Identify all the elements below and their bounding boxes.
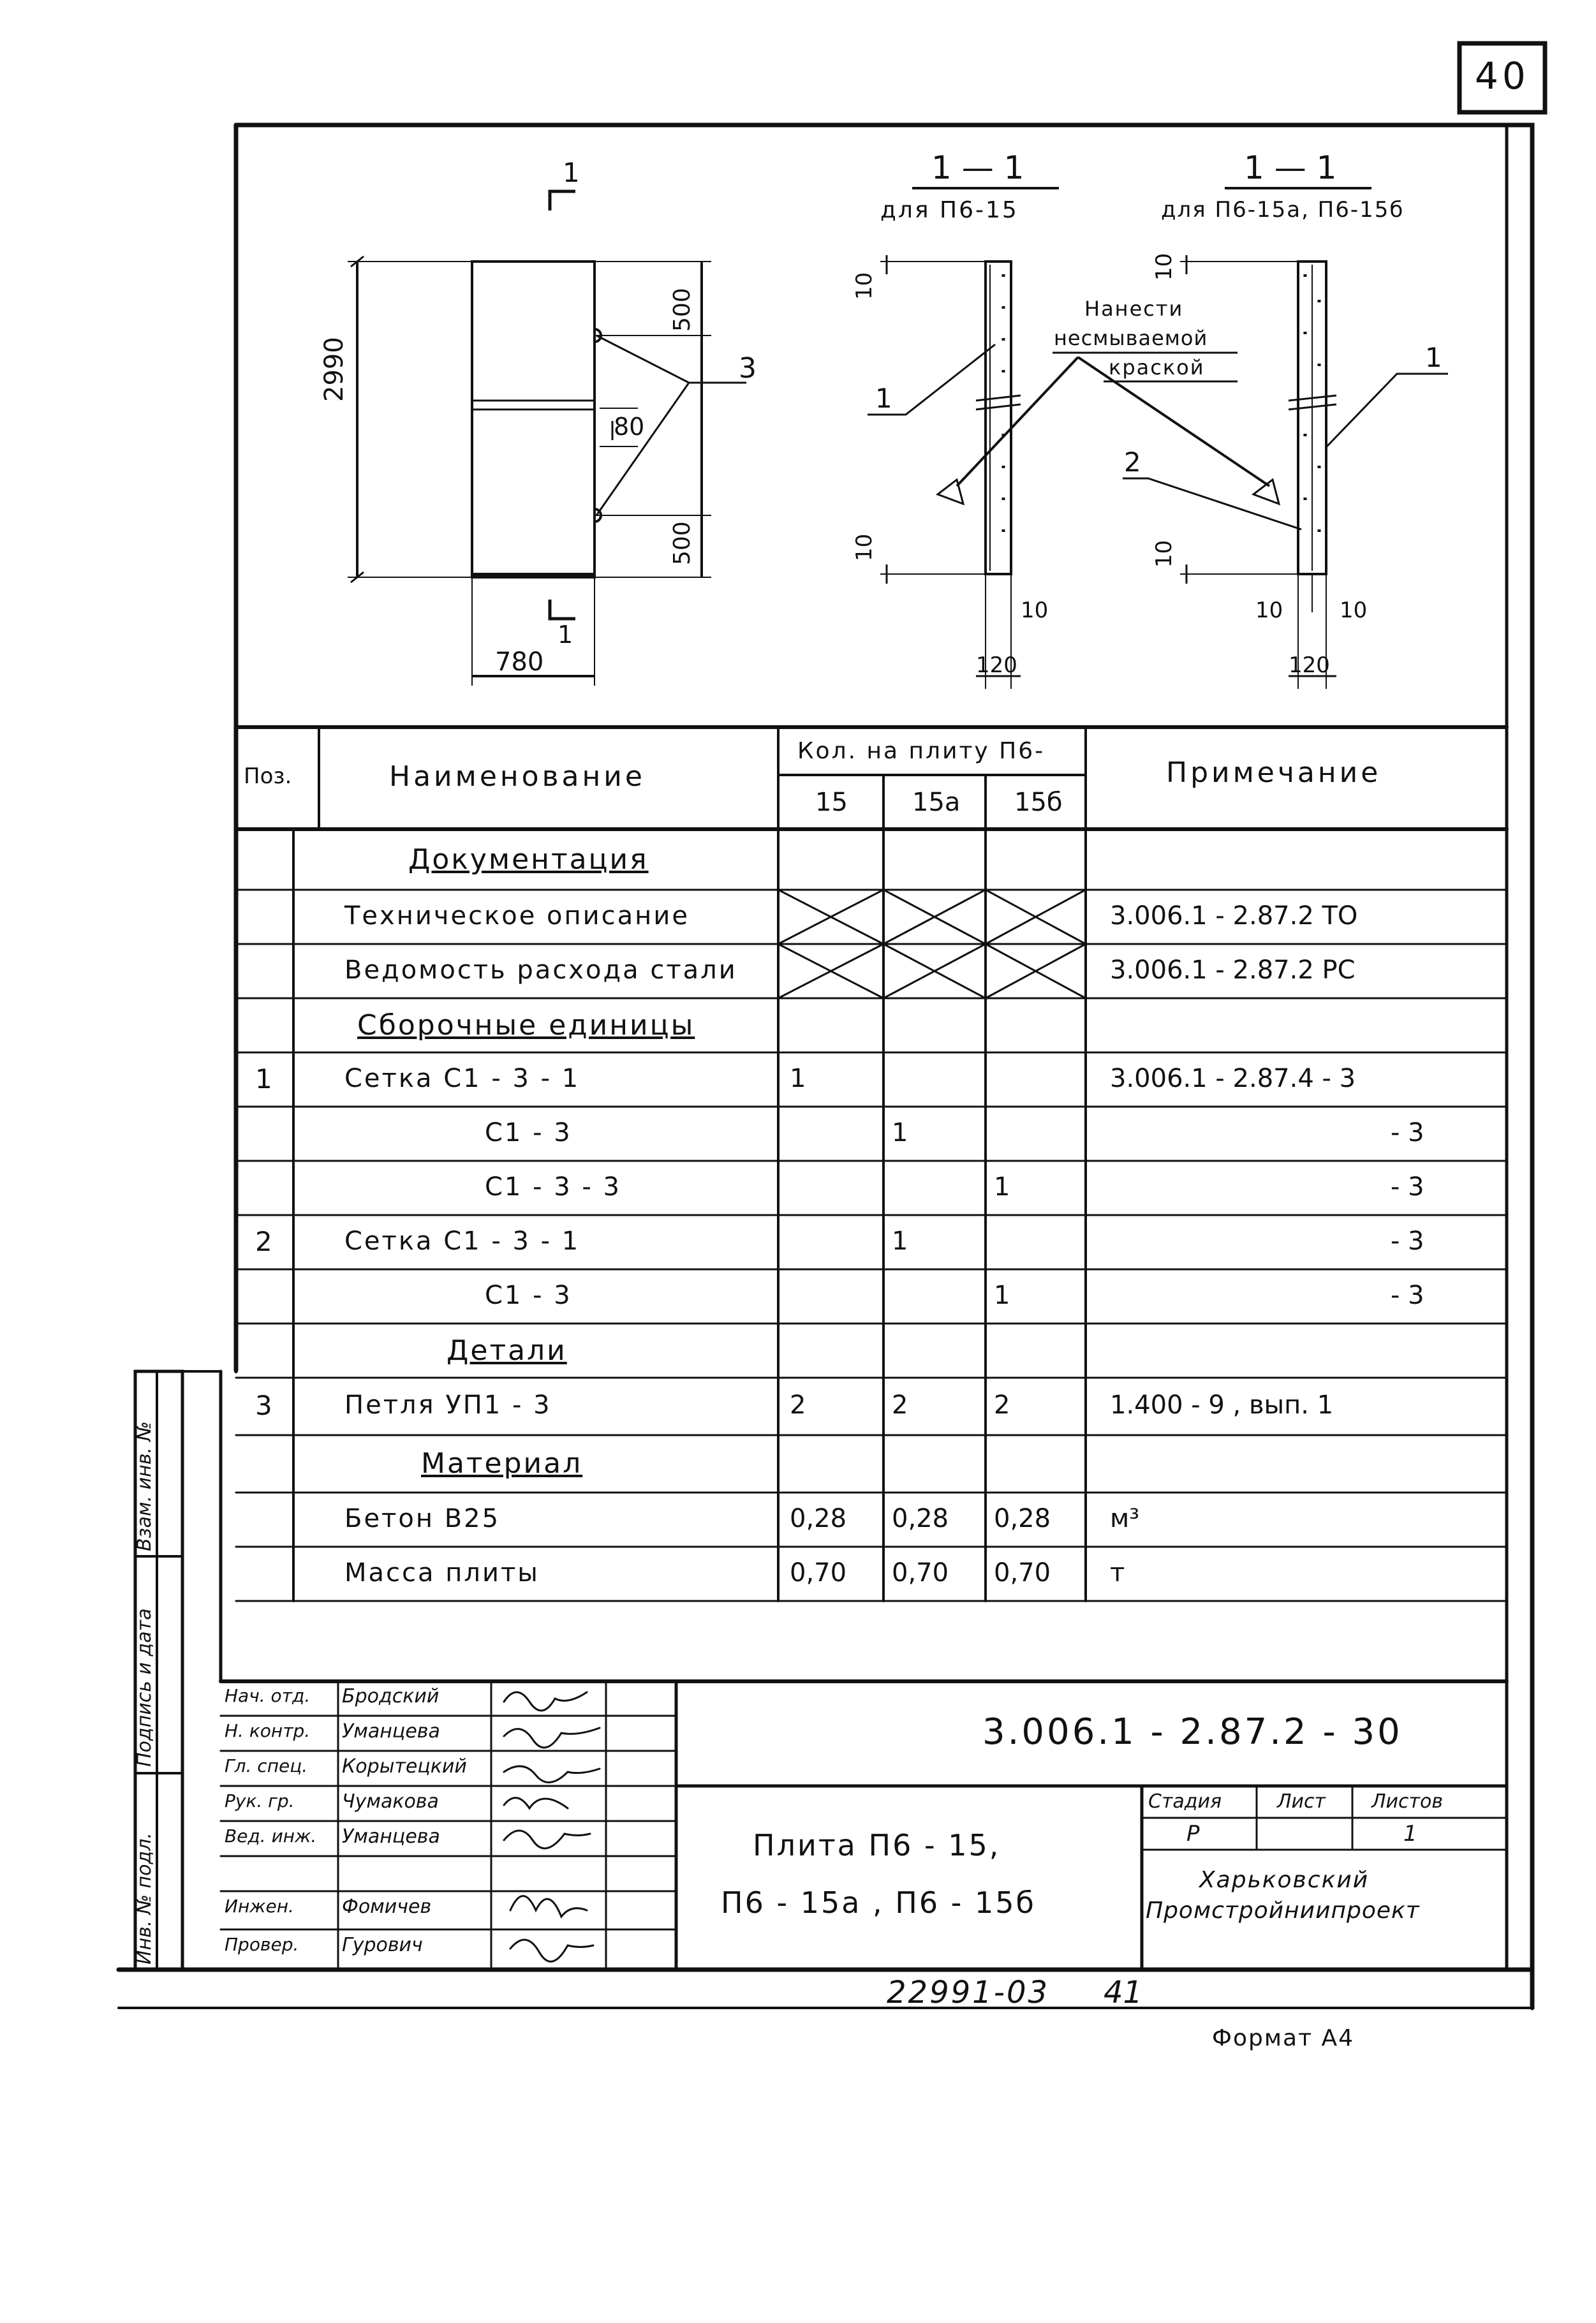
row-name: Сетка С1 - 3 - 1	[344, 1226, 580, 1256]
section-a-dim-bottom: 10	[852, 533, 877, 561]
section-b-dim-right: 10	[1340, 598, 1368, 623]
archive-number: 22991-03	[887, 1975, 1050, 2010]
header-note: Примечание	[1166, 756, 1382, 789]
row-section-heading: Детали	[447, 1334, 567, 1367]
plate-outline	[472, 262, 595, 577]
signer-role: Рук. гр.	[225, 1790, 295, 1811]
row-section-heading: Документация	[408, 843, 649, 876]
section-a-callout: 1	[875, 383, 892, 414]
section-b-callout-2: 2	[1124, 446, 1141, 478]
row-note: 3.006.1 - 2.87.2 РС	[1110, 955, 1356, 985]
section-a-dim-side: 10	[1021, 598, 1049, 623]
paint-note-line-2: несмываемой	[1054, 326, 1208, 350]
row-qty-15: 1	[790, 1063, 806, 1093]
sheets-label: Листов	[1371, 1790, 1444, 1813]
row-pos: 2	[255, 1225, 272, 1257]
header-qty-15a: 15а	[912, 788, 961, 817]
side-label-inv: Инв. № подл.	[133, 1833, 156, 1965]
section-a-dim-top: 10	[852, 272, 877, 300]
side-label-sign: Подпись и дата	[133, 1608, 156, 1767]
doc-code: 3.006.1 - 2.87.2 - 30	[982, 1711, 1403, 1753]
org-line-1: Харьковский	[1199, 1867, 1370, 1893]
stage-label: Стадия	[1148, 1790, 1222, 1813]
org-line-2: Промстройниипроект	[1146, 1898, 1420, 1924]
section-a-title: 1 — 1	[931, 149, 1024, 186]
dim-loop-top: 500	[669, 288, 695, 332]
format-label: Формат А4	[1212, 2025, 1355, 2051]
section-b-dim-total: 120	[1289, 653, 1330, 678]
section-b-subtitle: для П6-15а, П6-15б	[1161, 197, 1405, 223]
dim-width: 780	[495, 647, 544, 677]
signer-name: Фомичев	[342, 1896, 432, 1918]
row-qty-15b: 2	[994, 1390, 1010, 1420]
row-note: 1.400 - 9 , вып. 1	[1110, 1390, 1334, 1420]
row-note: т	[1110, 1558, 1125, 1588]
header-name: Наименование	[389, 760, 646, 793]
row-note: - 3	[1391, 1172, 1424, 1202]
section-a-dim-total: 120	[976, 653, 1017, 678]
row-qty-15b: 1	[994, 1172, 1010, 1202]
signer-name: Уманцева	[342, 1720, 440, 1743]
row-name: Сетка С1 - 3 - 1	[344, 1063, 580, 1093]
section-a-subtitle: для П6-15	[880, 197, 1019, 223]
section-b-dim-left: 10	[1255, 598, 1283, 623]
section-b-callout-1: 1	[1425, 342, 1442, 373]
row-qty-15: 0,70	[790, 1558, 847, 1588]
title-line-1: Плита П6 - 15,	[753, 1828, 1001, 1862]
row-note: - 3	[1391, 1117, 1424, 1147]
section-b-title: 1 — 1	[1244, 149, 1337, 186]
section-b-dim-top: 10	[1151, 253, 1177, 281]
row-note: 3.006.1 - 2.87.2 ТО	[1110, 901, 1358, 931]
row-qty-15: 2	[790, 1390, 806, 1420]
header-qty: Кол. на плиту П6-	[797, 738, 1046, 764]
signer-role: Инжен.	[225, 1896, 294, 1917]
row-name: С1 - 3	[485, 1117, 572, 1147]
signer-name: Уманцева	[342, 1825, 440, 1848]
row-note: - 3	[1391, 1280, 1424, 1310]
signer-name: Корытецкий	[342, 1755, 467, 1778]
section-b-dim-bottom: 10	[1151, 540, 1177, 568]
side-label-replace: Взам. инв. №	[133, 1421, 156, 1551]
signer-role: Н. контр.	[225, 1720, 311, 1741]
archive-page: 41	[1104, 1975, 1143, 2010]
signer-name: Бродский	[342, 1685, 440, 1707]
row-section-heading: Сборочные единицы	[357, 1008, 695, 1042]
row-pos: 3	[255, 1390, 272, 1421]
header-pos: Поз.	[244, 763, 292, 789]
signer-role: Нач. отд.	[225, 1685, 311, 1706]
row-qty-15: 0,28	[790, 1503, 847, 1533]
row-name: С1 - 3	[485, 1280, 572, 1310]
row-name: Петля УП1 - 3	[344, 1390, 552, 1420]
row-name: С1 - 3 - 3	[485, 1172, 622, 1202]
paint-note-line-3: краской	[1109, 355, 1205, 380]
row-qty-15a: 1	[892, 1226, 908, 1256]
row-name: Техническое описание	[344, 901, 690, 931]
sheets-value: 1	[1403, 1821, 1417, 1847]
row-pos: 1	[255, 1063, 272, 1095]
row-note: - 3	[1391, 1226, 1424, 1256]
view-label-top: 1	[563, 157, 580, 188]
stage-value: Р	[1186, 1821, 1200, 1847]
row-qty-15a: 2	[892, 1390, 908, 1420]
row-qty-15a: 1	[892, 1117, 908, 1147]
row-qty-15b: 0,70	[994, 1558, 1051, 1588]
dim-height: 2990	[320, 337, 349, 402]
signer-name: Чумакова	[342, 1790, 439, 1813]
signer-name: Гурович	[342, 1934, 423, 1956]
row-name: Масса плиты	[344, 1558, 540, 1588]
row-qty-15a: 0,70	[892, 1558, 949, 1588]
sheet-label: Лист	[1277, 1790, 1326, 1813]
header-qty-15b: 15б	[1014, 788, 1063, 817]
title-line-2: П6 - 15а , П6 - 15б	[721, 1885, 1036, 1920]
view-label-bottom: 1	[558, 621, 573, 649]
header-qty-15: 15	[815, 788, 848, 817]
signer-role: Провер.	[225, 1934, 299, 1955]
row-qty-15b: 0,28	[994, 1503, 1051, 1533]
signer-role: Вед. инж.	[225, 1825, 317, 1847]
page-number: 40	[1475, 54, 1530, 98]
row-note: м³	[1110, 1503, 1140, 1533]
row-qty-15b: 1	[994, 1280, 1010, 1310]
row-section-heading: Материал	[421, 1447, 583, 1480]
loop-callout: 3	[739, 352, 757, 385]
signer-role: Гл. спец.	[225, 1755, 308, 1776]
dim-gap: 80	[614, 413, 645, 441]
row-name: Бетон В25	[344, 1503, 501, 1533]
row-note: 3.006.1 - 2.87.4 - 3	[1110, 1063, 1356, 1093]
dim-loop-bottom: 500	[669, 521, 695, 565]
paint-note-line-1: Нанести	[1084, 297, 1184, 321]
row-name: Ведомость расхода стали	[344, 955, 737, 985]
row-qty-15a: 0,28	[892, 1503, 949, 1533]
